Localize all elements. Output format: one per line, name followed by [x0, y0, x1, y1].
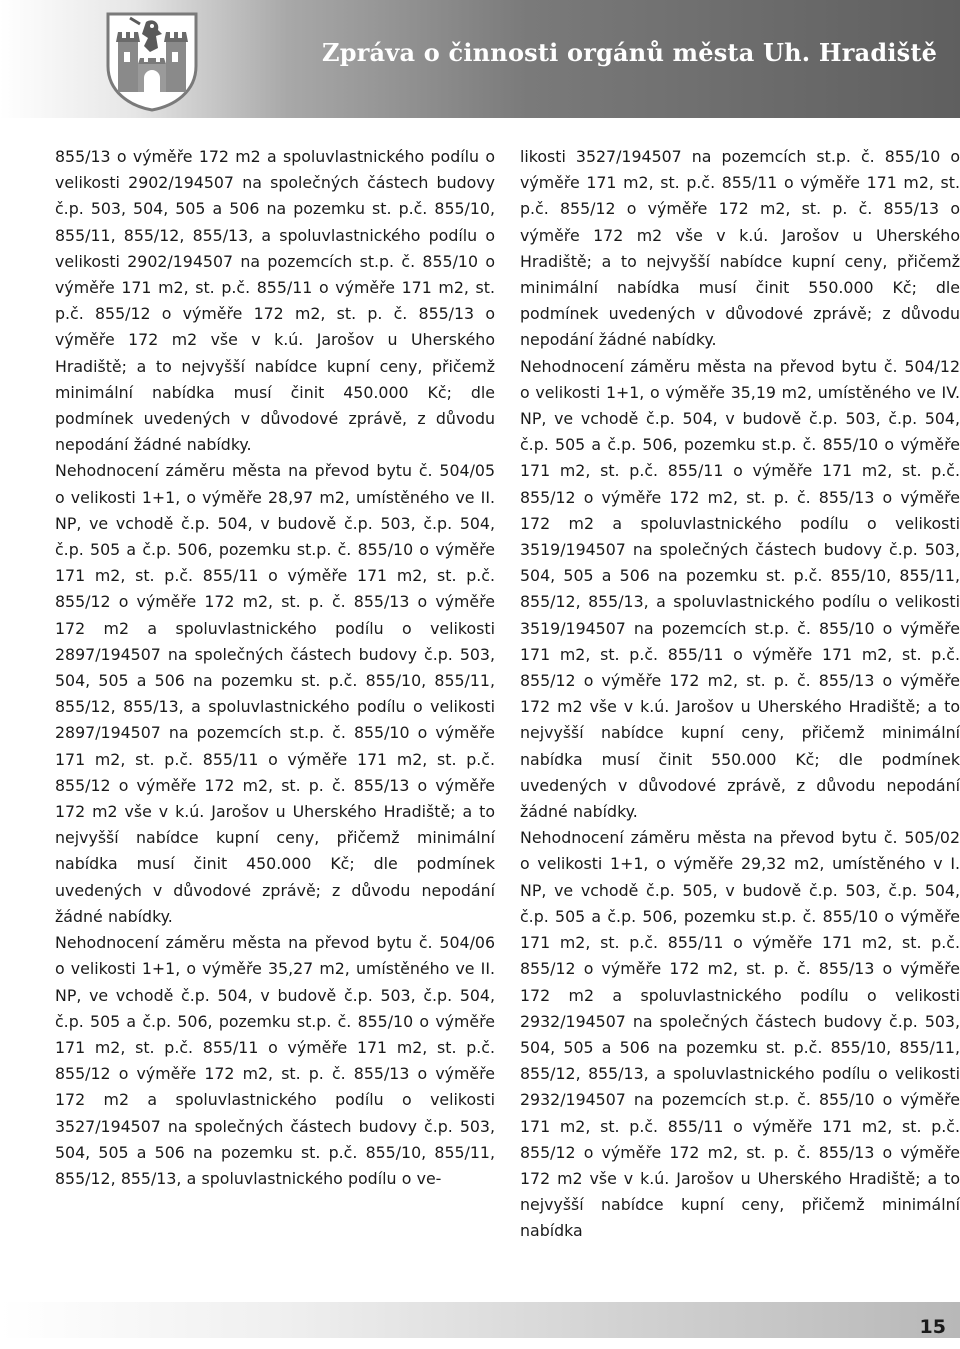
page-number: 15: [919, 1316, 946, 1338]
coat-of-arms-icon: [100, 8, 204, 112]
publication-title: Zpráva o činnosti orgánů města Uh. Hradiště: [322, 38, 938, 67]
page-header: [0, 0, 960, 118]
footer-band: [0, 1302, 960, 1338]
paragraph: Nehodnocení záměru města na převod bytu č. 504/06 o velikosti 1+1, o výměře 35,27 m2, umístěného ve II. NP, ve vchodě č.p. 504, v budově č.p. 503, č.p. 504, č.p. 505 a č.p. 506, pozemku st.p. č. 855/10 o výměře 171 m2, st. p.č. 855/11 o výměře 171 m2, st. p.č. 855/12 o výměře 172 m2, st. p. č. 855/13 o výměře 172 m2 a spoluvlastnického podílu o velikosti 3527/194507 na společných částech budovy č.p. 503, 504, 505 a 506 na pozemku st. p.č. 855/10, 855/11, 855/12, 855/13, a spoluvlastnického podílu o ve-: [55, 933, 495, 1188]
paragraph: Nehodnocení záměru města na převod bytu č. 504/12 o velikosti 1+1, o výměře 35,19 m2, umístěného ve IV. NP, ve vchodě č.p. 504, v budově č.p. 503, č.p. 504, č.p. 505 a č.p. 506, pozemku st.p. č. 855/10 o výměře 171 m2, st. p.č. 855/11 o výměře 171 m2, st. p.č. 855/12 o výměře 172 m2, st. p. č. 855/13 o výměře 172 m2 a spoluvlastnického podílu o velikosti 3519/194507 na společných částech budovy č.p. 503, 504, 505 a 506 na pozemku st. p.č. 855/10, 855/11, 855/12, 855/13, a spoluvlastnického podílu o velikosti 3519/194507 na pozemcích st.p. č. 855/10 o výměře 171 m2, st. p.č. 855/11 o výměře 171 m2, st. p.č. 855/12 o výměře 172 m2, st. p. č. 855/13 o výměře 172 m2 vše v k.ú. Jarošov u Uherského Hradiště; a to nejvyšší nabídce kupní ceny, přičemž minimální nabídka musí činit 550.000 Kč; dle podmínek uvedených v důvodové zprávě, z důvodu nepodání žádné nabídky.: [520, 356, 960, 822]
paragraph: Nehodnocení záměru města na převod bytu č. 505/02 o velikosti 1+1, o výměře 29,32 m2, umístěného v I. NP, ve vchodě č.p. 505, v budově č.p. 503, č.p. 504, č.p. 505 a č.p. 506, pozemku st.p. č. 855/10 o výměře 171 m2, st. p.č. 855/11 o výměře 171 m2, st. p.č. 855/12 o výměře 172 m2, st. p. č. 855/13 o výměře 172 m2 a spoluvlastnického podílu o velikosti 2932/194507 na společných částech budovy č.p. 503, 504, 505 a 506 na pozemku st. p.č. 855/10, 855/11, 855/12, 855/13, a spoluvlastnického podílu o velikosti 2932/194507 na pozemcích st.p. č. 855/10 o výměře 171 m2, st. p.č. 855/11 o výměře 171 m2, st. p.č. 855/12 o výměře 172 m2, st. p. č. 855/13 o výměře 172 m2 vše v k.ú. Jarošov u Uherského Hradiště; a to nejvyšší nabídce kupní ceny, přičemž minimální nabídka: [520, 828, 960, 1241]
paragraph: likosti 3527/194507 na pozemcích st.p. č. 855/10 o výměře 171 m2, st. p.č. 855/11 o výměře 171 m2, st. p.č. 855/12 o výměře 172 m2, st. p. č. 855/13 o výměře 172 m2 vše v k.ú. Jarošov u Uherského Hradiště; a to nejvyšší nabídce kupní ceny, přičemž minimální nabídka musí činit 550.000 Kč; dle podmínek uvedených v důvodové zprávě; z důvodu nepodání žádné nabídky.: [520, 147, 960, 350]
right-column: [520, 144, 960, 1245]
left-column: [55, 144, 495, 1192]
paragraph: 855/13 o výměře 172 m2 a spoluvlastnického podílu o velikosti 2902/194507 na společných částech budovy č.p. 503, 504, 505 a 506 na pozemku st. p.č. 855/10, 855/11, 855/12, 855/13, a spoluvlastnického podílu o velikosti 2902/194507 na pozemcích st.p. č. 855/10 o výměře 171 m2, st. p.č. 855/11 o výměře 171 m2, st. p.č. 855/12 o výměře 172 m2, st. p. č. 855/13 o výměře 172 m2 vše v k.ú. Jarošov u Uherského Hradiště; a to nejvyšší nabídce kupní ceny, přičemž minimální nabídka musí činit 450.000 Kč; dle podmínek uvedených v důvodové zprávě, z důvodu nepodání žádné nabídky.: [55, 147, 495, 455]
paragraph: Nehodnocení záměru města na převod bytu č. 504/05 o velikosti 1+1, o výměře 28,97 m2, umístěného ve II. NP, ve vchodě č.p. 504, v budově č.p. 503, č.p. 504, č.p. 505 a č.p. 506, pozemku st.p. č. 855/10 o výměře 171 m2, st. p.č. 855/11 o výměře 171 m2, st. p.č. 855/12 o výměře 172 m2, st. p. č. 855/13 o výměře 172 m2 a spoluvlastnického podílu o velikosti 2897/194507 na společných částech budovy č.p. 503, 504, 505 a 506 na pozemku st. p.č. 855/10, 855/11, 855/12, 855/13, a spoluvlastnického podílu o velikosti 2897/194507 na pozemcích st.p. č. 855/10 o výměře 171 m2, st. p.č. 855/11 o výměře 171 m2, st. p.č. 855/12 o výměře 172 m2, st. p. č. 855/13 o výměře 172 m2 vše v k.ú. Jarošov u Uherského Hradiště; a to nejvyšší nabídce kupní ceny, přičemž minimální nabídka musí činit 450.000 Kč; dle podmínek uvedených v důvodové zprávě; z důvodu nepodání žádné nabídky.: [55, 461, 495, 926]
